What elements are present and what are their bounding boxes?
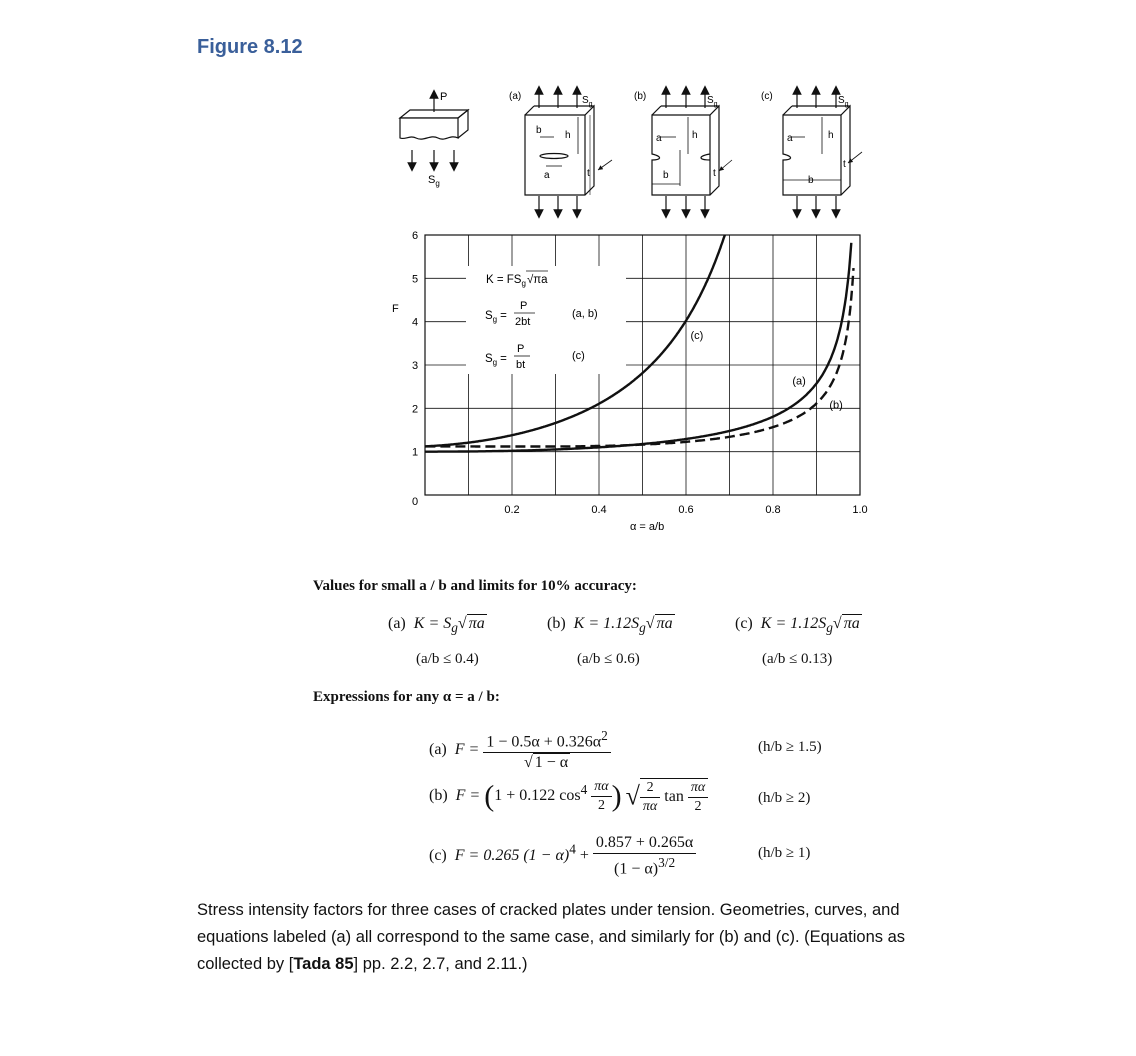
y-axis-label: F bbox=[392, 303, 399, 315]
plate-diagram-b bbox=[652, 90, 732, 214]
small-ab-eq-a: (a) $K = S_g√$ πa bbox=[388, 615, 485, 636]
inset-k-formula: $K = FS_g√\pi a$ bbox=[486, 274, 548, 288]
citation-ref: Tada 85 bbox=[293, 955, 354, 973]
case-label-b: (b) bbox=[634, 91, 647, 102]
inset-sg-c-case: (c) bbox=[572, 350, 585, 362]
case-label-c: (c) bbox=[761, 91, 773, 102]
dim-b-label-a: b bbox=[536, 125, 542, 136]
x-tick-label: 0.2 bbox=[504, 504, 520, 516]
x-tick-label: 0.6 bbox=[678, 504, 694, 516]
small-ab-limit-b: (a/b ≤ 0.6) bbox=[577, 651, 640, 667]
dim-t-label-a: t bbox=[587, 168, 590, 179]
figure-title: Figure 8.12 bbox=[197, 36, 303, 58]
y-tick-label: 5 bbox=[411, 273, 419, 286]
x-axis-label: α = a/b bbox=[630, 521, 665, 533]
x-tick-label: 1.0 bbox=[852, 504, 868, 516]
y-tick-label: 4 bbox=[411, 316, 419, 329]
dim-h-label-b: h bbox=[692, 130, 698, 141]
dim-b-label-c: b bbox=[808, 175, 814, 186]
inset-sg-c: $S_g$ = bbox=[485, 353, 507, 367]
small-ab-limit-a: (a/b ≤ 0.4) bbox=[416, 651, 479, 667]
alpha-eq-b: (b) F = (1 + 0.122 $\cos^4$ $\frac{\pi\alpha}{2}$ ) √ $\frac{2}{\pi\alpha}$ tan $\frac{\pi\alpha}{2}$ bbox=[429, 778, 708, 815]
inset-sg-ab: $S_g$ = bbox=[485, 310, 507, 324]
small-ab-eq-c: (c) $K = 1.12S_g√$ πa bbox=[735, 615, 860, 636]
dim-h-label-c: h bbox=[828, 130, 834, 141]
alpha-cond-c: (h/b ≥ 1) bbox=[758, 845, 811, 861]
dim-t-label-c: t bbox=[843, 159, 846, 170]
plate-diagram-a bbox=[525, 90, 612, 214]
alpha-eq-a: (a) F = $\frac{1 - 0.5\alpha + 0.326\alpha^2}{√ 1 - \alpha}$ bbox=[429, 728, 611, 772]
series-label: (c) bbox=[690, 330, 704, 342]
inset-sg-c-den: bt bbox=[516, 359, 526, 371]
alpha-eq-c: (c) F = 0.265 $(1 - \alpha)^4$ + $\frac{0.857 + 0.265\alpha}{(1 - \alpha)^{3/2}}$ bbox=[429, 834, 696, 878]
figure-caption: Stress intensity factors for three cases of cracked plates under tension. Geometries, curves, and equations labeled (a) all correspond to the same case, and similarly for (b) and (c). (Equations as collected by [Tada 85] pp. 2.2, 2.7, and 2.11.) bbox=[197, 901, 906, 973]
small-ab-limit-c: (a/b ≤ 0.13) bbox=[762, 651, 833, 667]
case-label-a: (a) bbox=[509, 91, 522, 102]
alpha-cond-a: (h/b ≥ 1.5) bbox=[758, 739, 822, 755]
alpha-cond-b: (h/b ≥ 2) bbox=[758, 790, 811, 806]
y-tick-label: 3 bbox=[411, 360, 419, 372]
x-tick-label: 0.8 bbox=[765, 504, 781, 516]
x-tick-label: 0.4 bbox=[591, 504, 607, 516]
plate-diagram-c bbox=[783, 90, 862, 214]
dim-a-label-b: a bbox=[656, 133, 662, 144]
small-ab-eq-b: (b) $K = 1.12S_g√$ πa bbox=[547, 615, 673, 636]
y-tick-label: 0 bbox=[411, 496, 419, 508]
any-alpha-heading: Expressions for any α = a / b: bbox=[313, 689, 500, 705]
y-tick-label: 1 bbox=[411, 446, 419, 459]
y-tick-label: 6 bbox=[411, 230, 419, 242]
load-p-label: P bbox=[440, 91, 448, 103]
stress-sg-label-c: $S_g$ bbox=[838, 95, 849, 108]
y-tick-label: 2 bbox=[411, 403, 419, 416]
inset-sg-ab-den: 2bt bbox=[515, 316, 531, 328]
dim-a-label-a: a bbox=[544, 170, 550, 181]
dim-h-label-a: h bbox=[565, 130, 571, 141]
stress-sg-label-b: $S_g$ bbox=[707, 95, 718, 108]
dim-b-label-b: b bbox=[663, 170, 669, 181]
inset-sg-ab-case: (a, b) bbox=[572, 308, 598, 320]
loaded-block-diagram bbox=[400, 94, 468, 167]
inset-sg-c-num: P bbox=[517, 343, 525, 355]
series-label: (b) bbox=[829, 399, 843, 412]
dim-a-label-c: a bbox=[787, 133, 793, 144]
stress-sg-label-left: $S_g$ bbox=[428, 174, 440, 188]
dim-t-label-b: t bbox=[713, 168, 716, 179]
inset-sg-ab-num: P bbox=[520, 300, 528, 312]
stress-sg-label-a: $S_g$ bbox=[582, 95, 593, 108]
small-ab-heading: Values for small a / b and limits for 10% accuracy: bbox=[313, 578, 637, 594]
series-label: (a) bbox=[792, 375, 806, 388]
